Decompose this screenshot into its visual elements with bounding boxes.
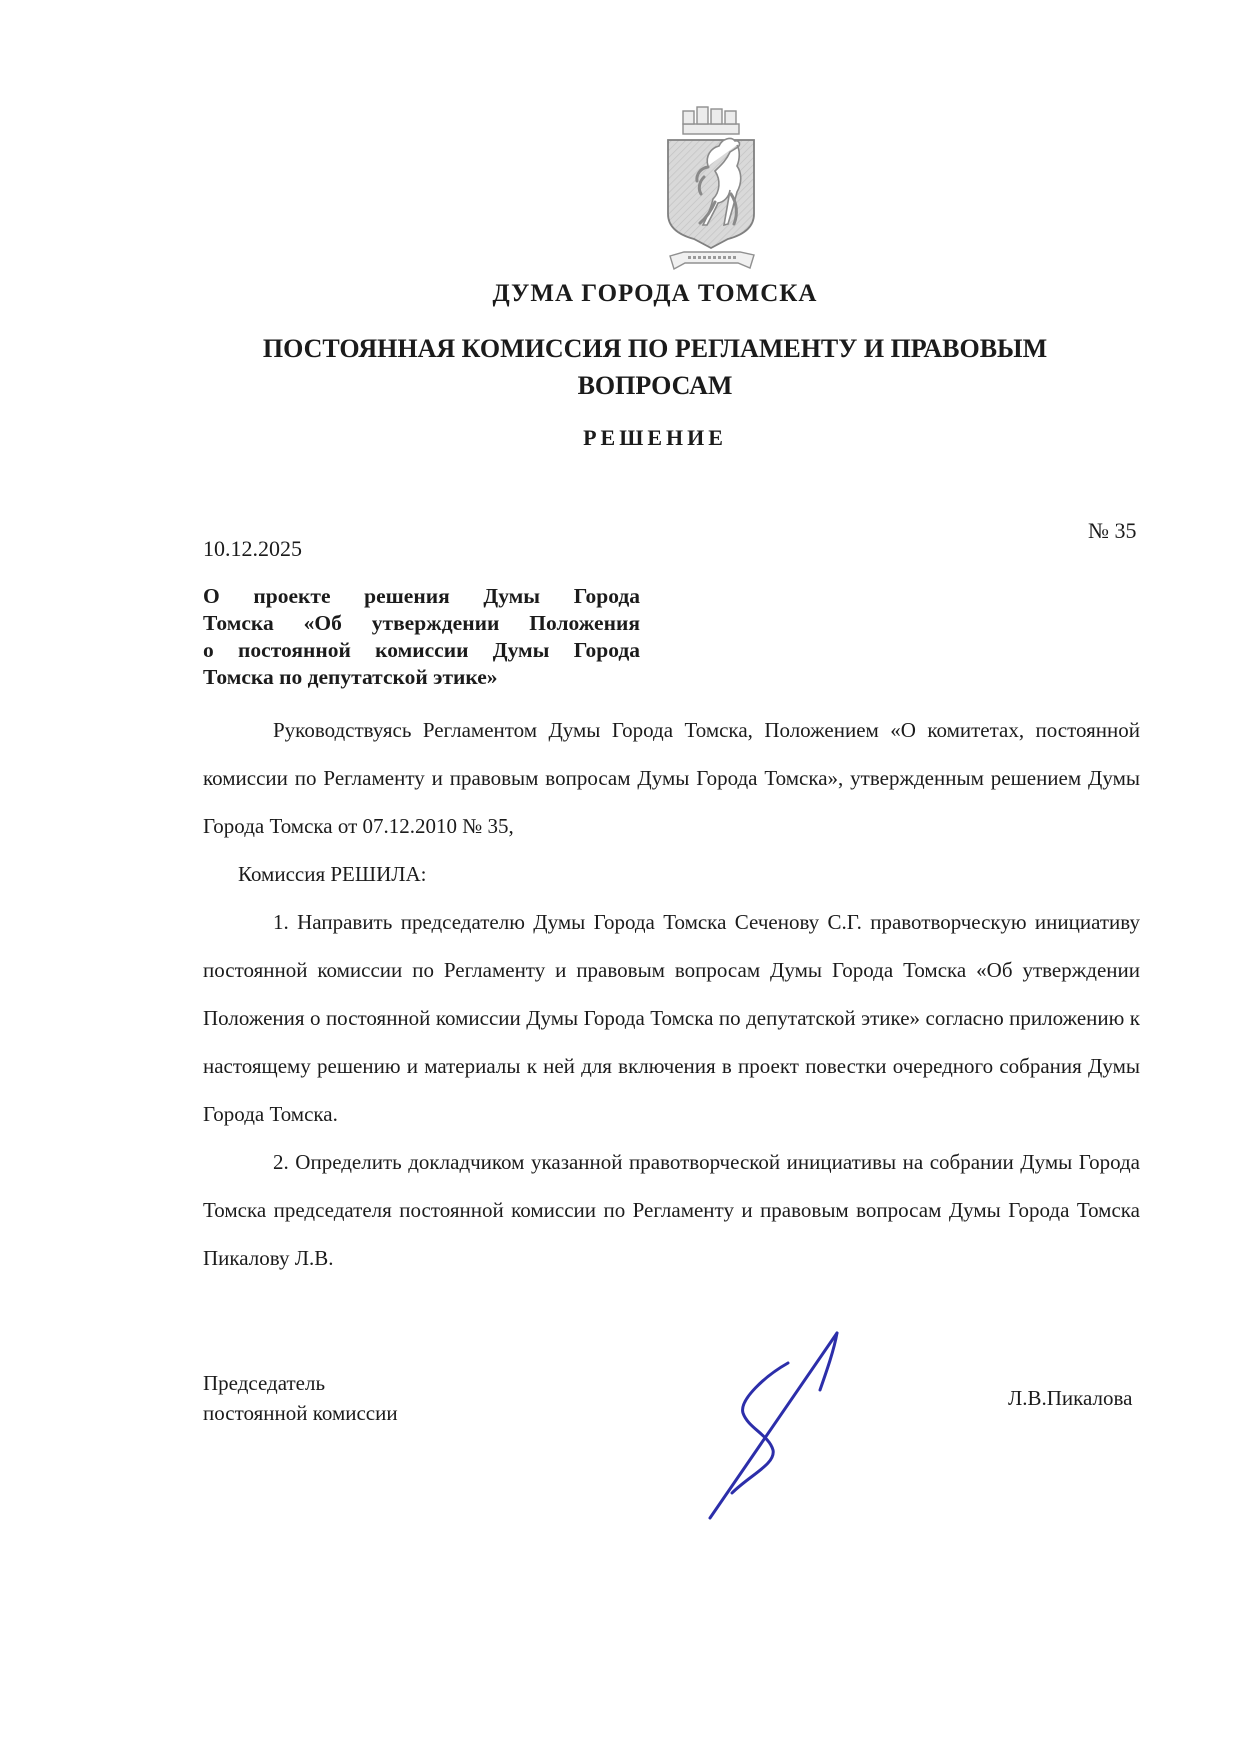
doc-type-text: РЕШЕНИЕ — [583, 425, 727, 450]
signatory-title — [203, 1368, 398, 1428]
subject-line: О проекте решения Думы Города — [203, 584, 640, 608]
resolution-item-2: 2. Определить докладчиком указанной правотворческой инициативы на собрании Думы Города Томска председателя постоянной комиссии по Регламенту и правовым вопросам Думы Города Томска Пикалову Л.В. — [203, 1150, 1140, 1270]
signatory-title-line2: постоянной комиссии — [203, 1401, 398, 1425]
subject-line: Томска по депутатской этике» — [203, 665, 498, 689]
subject-line: о постоянной комиссии Думы Города — [203, 638, 640, 662]
handwritten-signature — [695, 1320, 855, 1535]
subject-line: Томска «Об утверждении Положения — [203, 611, 640, 635]
commission-title-text: ПОСТОЯННАЯ КОМИССИЯ ПО РЕГЛАМЕНТУ И ПРАВОВЫМ ВОПРОСАМ — [262, 334, 1048, 400]
resolution-item-1: 1. Направить председателю Думы Города Томска Сеченову С.Г. правотворческую инициативу постоянной комиссии по Регламенту и правовым вопросам Думы Города Томска «Об утверждении Положения о постоянной комиссии Думы Города Томска по депутатской этике» согласно приложению к настоящему решению и материалы к ней для включения в проект повестки очередного собрания Думы Города Томска. — [203, 910, 1140, 1126]
doc-date: 10.12.2025 — [203, 536, 302, 561]
signatory-name: Л.В.Пикалова — [1008, 1386, 1133, 1410]
commission-title — [35, 330, 1240, 404]
crown-icon — [683, 107, 739, 134]
org-title — [35, 280, 1240, 308]
coat-of-arms-icon — [658, 104, 766, 272]
signatory-title-line1: Председатель — [203, 1371, 326, 1395]
doc-number: № 35 — [1088, 518, 1137, 543]
doc-type-heading — [35, 425, 1240, 451]
ribbon-icon — [670, 252, 754, 269]
org-title-text: ДУМА ГОРОДА ТОМСКА — [492, 280, 818, 307]
preamble-paragraph: Руководствуясь Регламентом Думы Города Томска, Положением «О комитетах, постоянной комиссии по Регламенту и правовым вопросам Думы Города Томска», утвержденным решением Думы Города Томска от 07.12.2010 № 35, — [203, 718, 1140, 838]
doc-subject — [203, 583, 640, 691]
resolved-heading: Комиссия РЕШИЛА: — [238, 862, 427, 886]
doc-body — [203, 706, 1140, 1282]
